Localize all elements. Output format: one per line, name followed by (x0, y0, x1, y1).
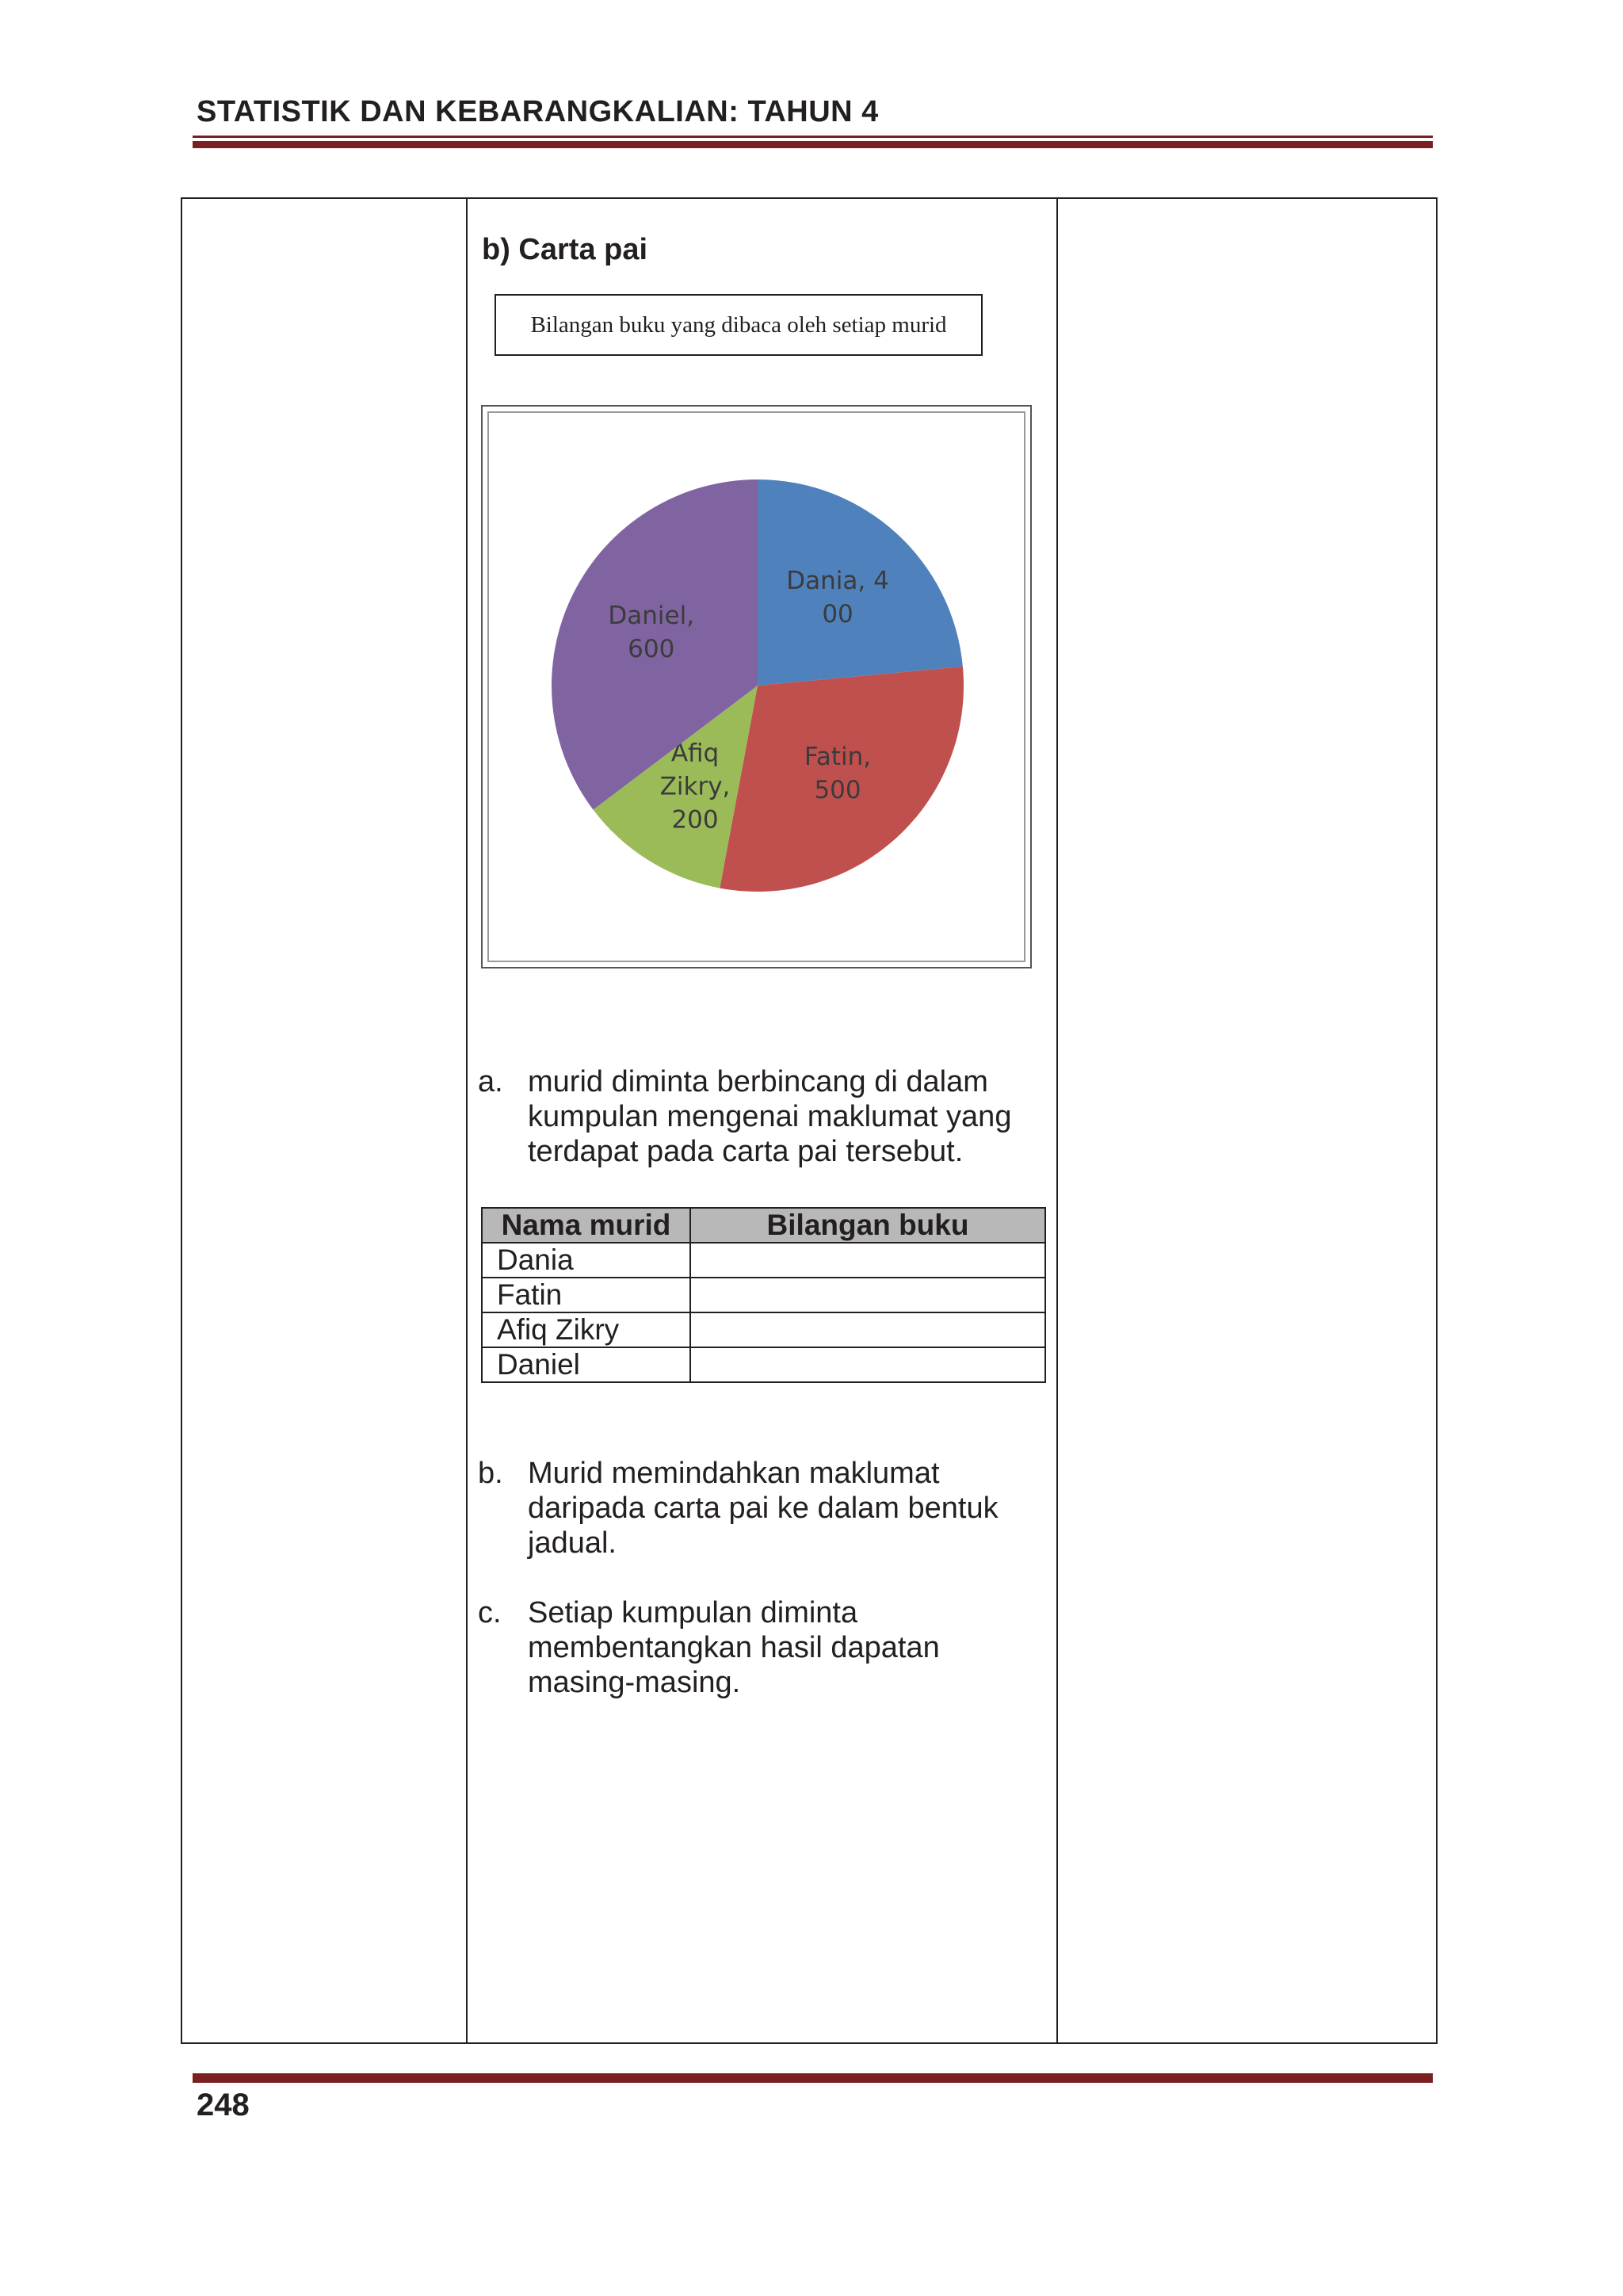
pie-slice-label: 600 (628, 635, 675, 664)
task-a-letter: a. (478, 1065, 503, 1098)
book-count-cell (690, 1347, 1045, 1382)
header-divider (193, 136, 1433, 148)
pie-slice-label: 500 (814, 775, 861, 804)
pie-slice-label: Zikry, (659, 772, 731, 801)
pie-chart-frame (481, 405, 1032, 968)
student-name-cell: Daniel (482, 1347, 690, 1382)
table-row (482, 1278, 1045, 1312)
book-count-cell (690, 1278, 1045, 1312)
page-header-title: STATISTIK DAN KEBARANGKALIAN: TAHUN 4 (197, 95, 879, 128)
pie-slice-label: 200 (671, 805, 719, 835)
table-header-row (482, 1208, 1045, 1243)
pie-slice-label: Dania, 4 (786, 567, 889, 596)
task-b-letter: b. (478, 1457, 503, 1490)
chart-title: Bilangan buku yang dibaca oleh setiap murid (495, 294, 983, 356)
task-c-text: Setiap kumpulan diminta membentangkan hasil dapatan masing-masing. (528, 1596, 940, 1699)
book-count-cell (690, 1312, 1045, 1347)
table-row (482, 1347, 1045, 1382)
student-name-cell: Afiq Zikry (482, 1312, 690, 1347)
book-count-cell (690, 1243, 1045, 1278)
column-header-bilangan-buku: Bilangan buku (690, 1208, 1045, 1243)
table-row (482, 1243, 1045, 1278)
task-c-letter: c. (478, 1596, 502, 1629)
task-a-text: murid diminta berbincang di dalam kumpulan mengenai maklumat yang terdapat pada carta pai tersebut. (528, 1065, 1012, 1168)
pie-chart (483, 407, 1033, 970)
book-count-table (481, 1207, 1046, 1383)
pie-slice-label: 00 (822, 600, 854, 629)
column-divider-left (466, 199, 468, 2042)
student-name-cell: Dania (482, 1243, 690, 1278)
table-row (482, 1312, 1045, 1347)
section-heading: b) Carta pai (482, 233, 648, 266)
footer-divider (193, 2070, 1433, 2083)
page-number: 248 (197, 2088, 250, 2122)
task-b-text: Murid memindahkan maklumat daripada carta pai ke dalam bentuk jadual. (528, 1457, 999, 1560)
pie-slice-label: Afiq (670, 739, 720, 768)
pie-slice-label: Fatin, (804, 742, 872, 771)
column-header-nama-murid: Nama murid (482, 1208, 690, 1243)
student-name-cell: Fatin (482, 1278, 690, 1312)
pie-slice-label: Daniel, (608, 602, 695, 631)
column-divider-right (1056, 199, 1058, 2042)
